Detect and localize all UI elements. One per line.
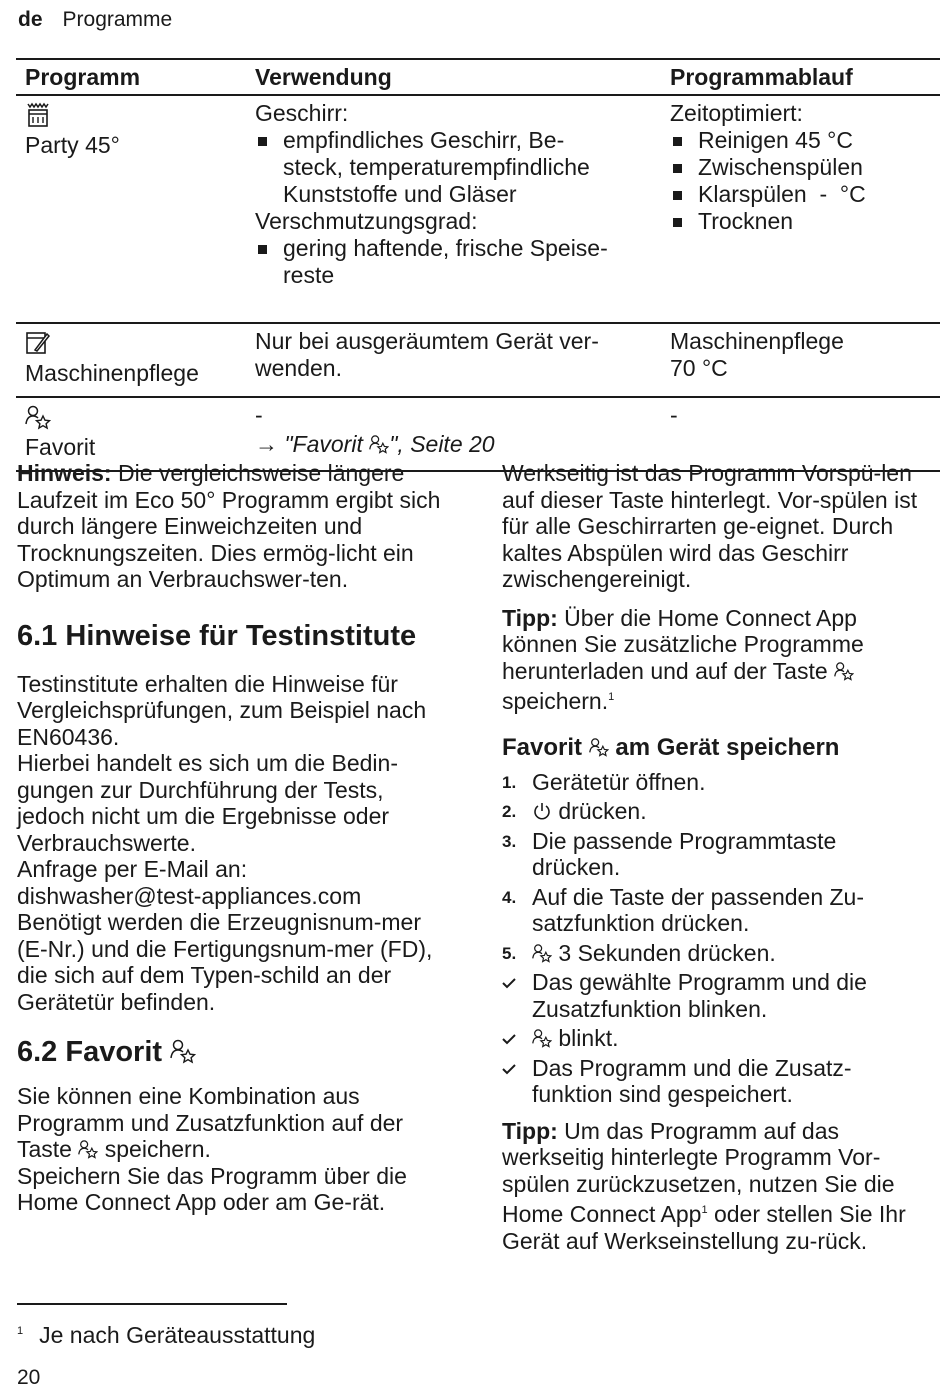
list-item: Trocknen	[670, 208, 940, 235]
use-text: -	[255, 402, 263, 428]
favorite-icon	[589, 737, 609, 757]
cross-reference: → "Favorit ", Seite 20	[255, 431, 495, 457]
favorite-paragraph: Sie können eine Kombination aus Programm und Zusatzfunktion auf der Taste speichern. Speichern Sie das Programm über die Home Connect App oder am Ge-rät.	[17, 1083, 407, 1215]
list-item: Zwischenspülen	[670, 154, 940, 181]
list-item: 5. 3 Sekunden drücken.	[502, 939, 776, 966]
list-item: blinkt.	[502, 1025, 922, 1052]
table-row	[16, 324, 940, 398]
favorite-save-heading: Favorit am Gerät speichern	[502, 733, 840, 761]
footnote-ref: 1	[701, 1204, 708, 1216]
note-paragraph: Hinweis: Die vergleichsweise längere Laufzeit im Eco 50° Programm ergibt sich durch längere Einweichzeiten und Trocknungszeiten. Dies ermög-licht ein Optimum an Verbrauchswer-ten.	[17, 460, 441, 592]
page-number: 20	[17, 1366, 41, 1389]
left-column	[17, 460, 457, 1216]
footnote-ref: 1	[608, 691, 615, 703]
list-item: Klarspülen - °C	[670, 181, 940, 208]
test-institute-paragraph: Testinstitute erhalten die Hinweise für Vergleichsprüfungen, zum Beispiel nach EN60436. Hierbei handelt es sich um die Bedin-gungen zur Durchführung der Tests, jedoch nicht um die Ergebnisse oder Verbrauchswerte. Anfrage per E-Mail an: dishwasher@test-appliances.com Benötigt werden die Erzeugnisnum-mer (E-Nr.) und die Fertigungsnum-mer (FD), die sich auf dem Typen-schild an der Gerätetür befinden.	[17, 670, 433, 1015]
table-header-row	[16, 58, 940, 96]
program-table	[16, 58, 940, 472]
favorite-icon	[25, 404, 51, 430]
use-heading: Verschmutzungsgrad:	[255, 208, 478, 234]
factory-setting-paragraph: Werkseitig ist das Programm Vorspü-len auf dieser Taste hinterlegt. Vor-spülen ist für alle Geschirrarten ge-eignet. Durch kaltes Abspülen wird das Geschirr zwischengereinigt.	[502, 460, 918, 592]
header-flow: Programmablauf	[670, 63, 853, 90]
step-list	[502, 769, 922, 1108]
party-program-icon	[25, 102, 51, 128]
language-code: de	[18, 8, 43, 31]
tip-paragraph: Tipp: Über die Home Connect App können Sie zusätzliche Programme herunterladen und auf der Taste speichern.$^1$	[502, 604, 864, 714]
table-row	[16, 96, 940, 324]
right-column	[502, 460, 922, 1254]
list-item: 2. drücken.	[502, 798, 647, 824]
favorite-icon	[369, 434, 389, 454]
list-item: 1. Gerätetür öffnen.	[502, 768, 706, 795]
flow-text: -	[670, 402, 678, 428]
checkmark-icon	[502, 1063, 516, 1075]
list-item: gering haftende, frische Speise- reste	[255, 235, 670, 289]
machine-care-icon	[25, 330, 51, 356]
footnote-divider	[17, 1303, 287, 1305]
checkmark-icon	[502, 977, 516, 989]
program-name: Party 45°	[25, 132, 120, 158]
header-program: Programm	[25, 63, 141, 90]
program-name: Maschinenpflege	[25, 360, 199, 386]
tip-paragraph: Tipp: Um das Programm auf das werkseitig hinterlegte Programm Vor-spülen zurückzusetzen, nutzen Sie die Home Connect App$^1$ oder stellen Sie Ihr Gerät auf Werkseinstellung zu-rück.	[502, 1117, 906, 1254]
list-item: 3. Die passende Programmtaste drücken.	[502, 827, 837, 880]
program-name: Favorit	[25, 434, 96, 460]
section-name: Programme	[62, 8, 173, 31]
favorite-icon	[170, 1038, 196, 1064]
power-icon	[532, 801, 552, 821]
flow-text: Maschinenpflege 70 °C	[670, 328, 844, 381]
use-heading: Geschirr:	[255, 100, 349, 126]
section-heading-6-2: 6.2 Favorit	[17, 1035, 457, 1069]
use-text: Nur bei ausgeräumtem Gerät ver- wenden.	[255, 328, 599, 381]
section-heading-6-1: 6.1 Hinweise für Testinstitute	[17, 619, 417, 652]
running-header	[18, 8, 172, 32]
favorite-icon	[532, 1028, 552, 1048]
list-item: Reinigen 45 °C	[670, 127, 940, 154]
list-item: Das Programm und die Zusatz-funktion sind gespeichert.	[502, 1055, 922, 1108]
flow-heading: Zeitoptimiert:	[670, 100, 803, 126]
favorite-icon	[834, 661, 854, 681]
list-item: Das gewählte Programm und die Zusatzfunktion blinken.	[502, 969, 922, 1022]
checkmark-icon	[502, 1033, 516, 1045]
favorite-icon	[78, 1139, 98, 1159]
header-use: Verwendung	[255, 63, 392, 90]
favorite-icon	[532, 943, 552, 963]
footnote: $^1$ Je nach Geräteausstattung	[17, 1322, 316, 1348]
list-item: 4. Auf die Taste der passenden Zu-satzfunktion drücken.	[502, 883, 865, 936]
list-item: empfindliches Geschirr, Be- steck, temperaturempfindliche Kunststoffe und Gläser	[255, 127, 670, 208]
